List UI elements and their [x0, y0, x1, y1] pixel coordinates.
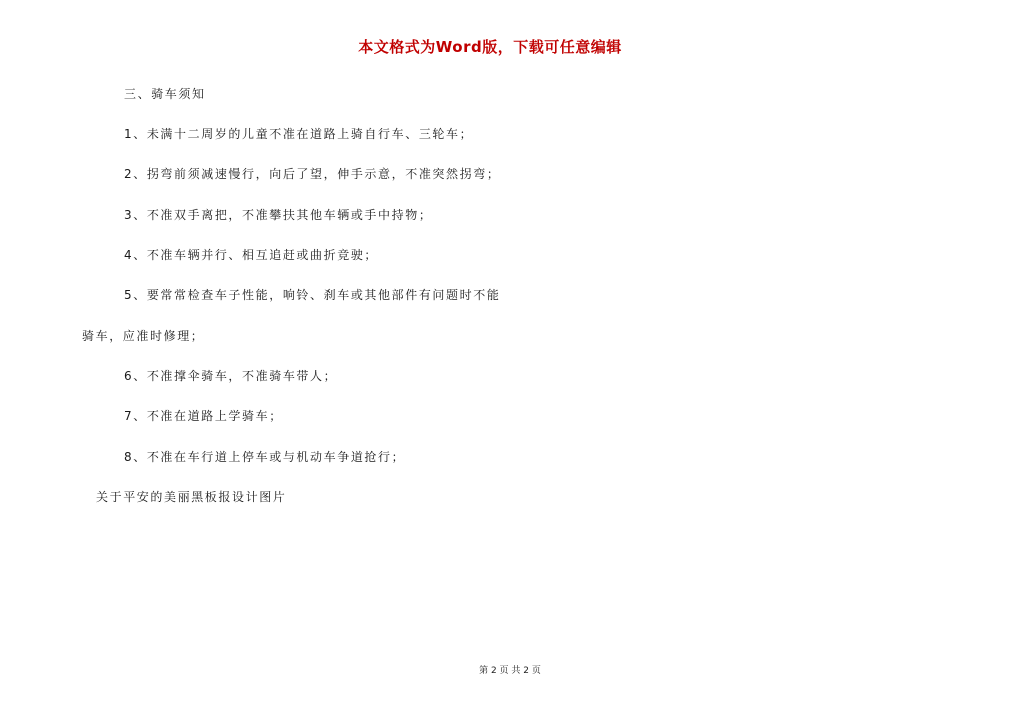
rule-item-4: 4、不准车辆并行、相互追赶或曲折竞驶； — [124, 248, 379, 262]
closing-title: 关于平安的美丽黑板报设计图片 — [96, 490, 287, 504]
rule-item-7: 7、不准在道路上学骑车； — [124, 409, 283, 423]
rule-item-5-continuation: 骑车，应准时修理； — [82, 329, 205, 343]
page-number-footer: 第 2 页 共 2 页 — [479, 666, 541, 676]
rule-item-8: 8、不准在车行道上停车或与机动车争道抢行； — [124, 450, 406, 464]
rule-item-1: 1、未满十二周岁的儿童不准在道路上骑自行车、三轮车； — [124, 127, 474, 141]
document-header-banner: 本文格式为Word版，下载可任意编辑 — [358, 38, 622, 56]
rule-item-6: 6、不准撑伞骑车，不准骑车带人； — [124, 369, 338, 383]
section-title: 三、骑车须知 — [124, 87, 206, 101]
rule-item-5: 5、要常常检查车子性能，响铃、刹车或其他部件有问题时不能 — [124, 288, 501, 302]
rule-item-2: 2、拐弯前须减速慢行，向后了望，伸手示意，不准突然拐弯； — [124, 167, 501, 181]
rule-item-3: 3、不准双手离把，不准攀扶其他车辆或手中持物； — [124, 208, 433, 222]
